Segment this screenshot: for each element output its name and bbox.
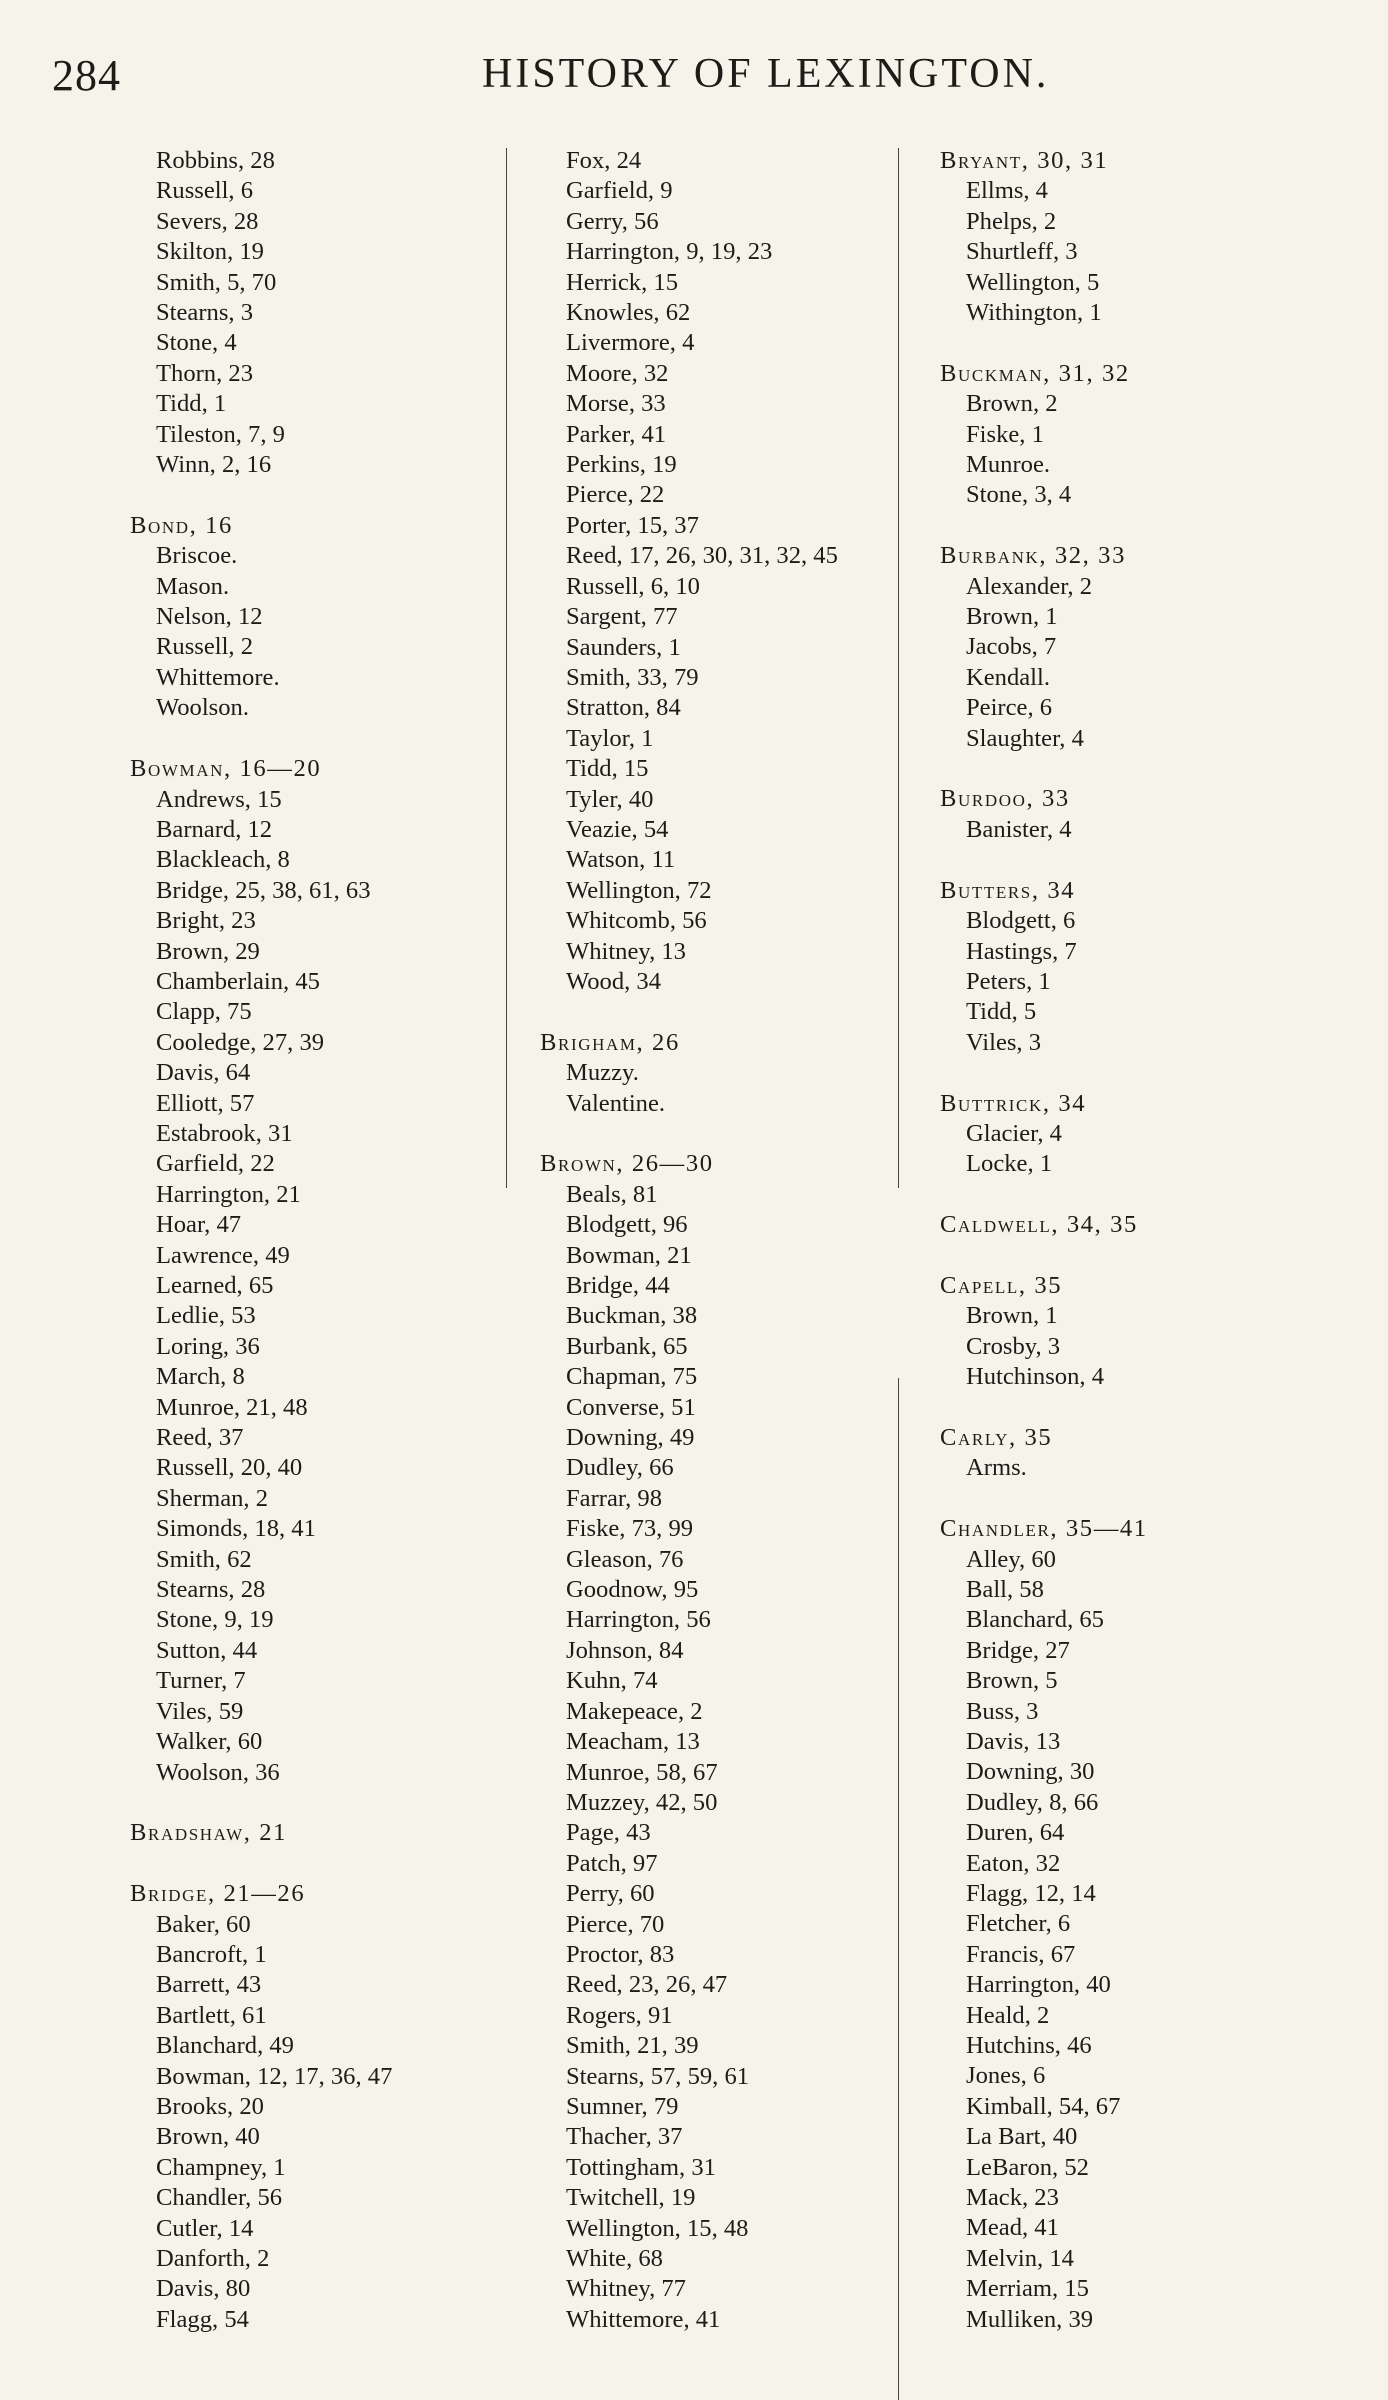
index-entry: Tyler, 40 [566,785,654,813]
index-entry: Fiske, 73, 99 [566,1515,694,1543]
index-entry: Chandler, 56 [156,2184,283,2212]
index-entry: Fox, 24 [566,147,642,174]
index-entry: Brown, 29 [156,937,260,965]
index-entry: Munroe, 58, 67 [566,1758,718,1786]
index-entry: Beals, 81 [566,1180,658,1208]
index-entry: Goodnow, 95 [566,1576,699,1604]
index-entry: Hutchins, 46 [966,2032,1092,2060]
index-group [940,1210,1300,1240]
index-entry: Twitchell, 19 [566,2184,696,2212]
index-heading: Butters, 34 [940,876,1076,904]
index-entry: Melvin, 14 [966,2244,1074,2272]
index-group [940,146,1300,328]
index-entry: Knowles, 62 [566,299,691,327]
index-entry: Wellington, 15, 48 [566,2214,749,2242]
index-entry: Stratton, 84 [566,694,681,722]
index-entry: Brown, 5 [966,1667,1058,1695]
index-group [940,1271,1300,1393]
index-entry: Duren, 64 [966,1819,1065,1847]
index-entry: Reed, 23, 26, 47 [566,1971,728,1999]
index-entry: Davis, 64 [156,1059,251,1087]
index-entry: Briscoe. [156,542,238,570]
index-entry: Sutton, 44 [156,1636,258,1664]
index-heading: Buckman, 31, 32 [940,359,1130,387]
index-entry: Ledlie, 53 [156,1302,256,1330]
index-entry: Russell, 6, 10 [566,572,700,600]
index-entry: Downing, 49 [566,1424,695,1452]
index-entry: La Bart, 40 [966,2123,1078,2151]
index-entry: Blanchard, 65 [966,1606,1104,1634]
index-entry: Reed, 37 [156,1424,244,1452]
index-entry: Munroe. [966,451,1051,479]
index-entry: Whitney, 77 [566,2275,686,2303]
index-entry: Peirce, 6 [966,694,1053,722]
index-entry: Jones, 6 [966,2062,1046,2090]
index-entry: Perkins, 19 [566,451,677,479]
index-entry: Smith, 21, 39 [566,2032,699,2060]
index-entry: Proctor, 83 [566,1940,675,1968]
index-entry: March, 8 [156,1363,245,1391]
index-entry: Porter, 15, 37 [566,511,699,539]
index-entry: Buss, 3 [966,1697,1039,1725]
index-entry: Fletcher, 6 [966,1910,1071,1938]
index-entry: Russell, 2 [156,633,254,661]
index-entry: Sargent, 77 [566,603,678,631]
index-entry: Sherman, 2 [156,1484,269,1512]
index-entry: Francis, 67 [966,1940,1076,1968]
index-entry: Veazie, 54 [566,815,669,843]
index-entry: Garfield, 22 [156,1150,275,1178]
index-entry: Phelps, 2 [966,207,1057,235]
index-group [130,754,490,1788]
index-entry: Crosby, 3 [966,1332,1061,1360]
index-entry: Johnson, 84 [566,1636,684,1664]
index-entry: Smith, 62 [156,1545,252,1573]
index-entry: Brooks, 20 [156,2092,264,2120]
index-entry: Danforth, 2 [156,2244,270,2272]
index-entry: Harrington, 9, 19, 23 [566,238,773,266]
index-entry: Russell, 6 [156,177,254,205]
index-entry: Perry, 60 [566,1880,655,1908]
index-heading: Burdoo, 33 [940,785,1070,813]
index-entry: Valentine. [566,1089,666,1117]
index-entry: Bancroft, 1 [156,1940,267,1968]
index-entry: Wellington, 5 [966,268,1100,296]
index-entry: Hastings, 7 [966,937,1077,965]
index-heading: Chandler, 35—41 [940,1515,1148,1543]
index-entry: Tidd, 15 [566,755,649,783]
index-entry: Thorn, 23 [156,359,253,387]
index-entry: Chamberlain, 45 [156,967,320,995]
index-entry: Mack, 23 [966,2184,1059,2212]
index-entry: Simonds, 18, 41 [156,1515,316,1543]
index-entry: Stone, 9, 19 [156,1606,274,1634]
index-entry: Patch, 97 [566,1849,658,1877]
index-group [130,1818,490,1848]
index-entry: Cooledge, 27, 39 [156,1028,325,1056]
index-entry: Viles, 59 [156,1697,244,1725]
index-heading: Buttrick, 34 [940,1089,1087,1117]
index-entry: Brown, 40 [156,2123,260,2151]
index-group [940,784,1300,845]
index-entry: Harrington, 21 [156,1180,301,1208]
index-entry: LeBaron, 52 [966,2153,1089,2181]
index-entry: Woolson. [156,694,249,722]
index-entry: Converse, 51 [566,1393,696,1421]
index-entry: Mulliken, 39 [966,2305,1094,2333]
index-entry: Whitcomb, 56 [566,907,707,935]
index-entry: Kuhn, 74 [566,1667,658,1695]
index-group [130,1879,490,2335]
index-entry: Brown, 2 [966,390,1058,418]
index-entry: Tidd, 1 [156,390,227,418]
index-entry: Herrick, 15 [566,268,678,296]
index-entry: Dudley, 66 [566,1454,674,1482]
page-number: 284 [52,51,121,100]
index-heading: Bridge, 21—26 [130,1880,306,1908]
index-entry: Bridge, 27 [966,1636,1070,1664]
index-entry: Gerry, 56 [566,207,659,235]
index-column-2 [540,146,900,2335]
index-entry: Hoar, 47 [156,1211,242,1239]
index-entry: Munroe, 21, 48 [156,1393,308,1421]
index-entry: Meacham, 13 [566,1728,700,1756]
index-entry: Merriam, 15 [966,2275,1089,2303]
index-entry: Alexander, 2 [966,572,1093,600]
index-entry: Flagg, 12, 14 [966,1880,1096,1908]
index-entry: Moore, 32 [566,359,669,387]
index-heading: Bowman, 16—20 [130,755,322,783]
index-entry: Banister, 4 [966,815,1072,843]
index-entry: White, 68 [566,2245,663,2272]
index-entry: Wood, 34 [566,967,662,995]
running-title: HISTORY OF LEXINGTON. [482,51,1050,97]
index-entry: Rogers, 91 [566,2001,673,2029]
index-entry: Estabrook, 31 [156,1119,293,1147]
index-group [540,1149,900,2335]
index-heading: Carly, 35 [940,1423,1053,1451]
index-entry: Harrington, 56 [566,1606,711,1634]
index-entry: Burbank, 65 [566,1332,688,1360]
index-entry: Dudley, 8, 66 [966,1788,1099,1816]
index-entry: Makepeace, 2 [566,1697,703,1725]
index-entry: Elliott, 57 [156,1089,255,1117]
index-heading: Brown, 26—30 [540,1150,714,1178]
index-entry: Bowman, 21 [566,1241,692,1269]
index-entry: Clapp, 75 [156,998,252,1026]
index-entry: Watson, 11 [566,846,676,874]
index-entry: Harrington, 40 [966,1971,1111,1999]
index-entry: Ellms, 4 [966,177,1048,205]
index-entry: Brown, 1 [966,1302,1058,1330]
index-entry: Davis, 80 [156,2275,251,2303]
index-entry: Livermore, 4 [566,329,695,357]
index-entry: Learned, 65 [156,1272,274,1299]
index-entry: Farrar, 98 [566,1484,662,1512]
index-heading: Brigham, 26 [540,1028,680,1056]
index-entry: Sumner, 79 [566,2092,679,2120]
index-entry: Loring, 36 [156,1332,260,1360]
index-entry: Kimball, 54, 67 [966,2092,1121,2120]
index-entry: Eaton, 32 [966,1849,1061,1877]
index-entry: Page, 43 [566,1819,651,1847]
index-entry: Whittemore. [156,663,280,691]
index-entry: Pierce, 22 [566,481,665,509]
index-entry: Blackleach, 8 [156,846,290,874]
index-group [130,511,490,724]
index-entry: Stone, 4 [156,329,237,357]
index-entry: Lawrence, 49 [156,1241,290,1269]
index-entry: Ball, 58 [966,1575,1044,1603]
index-entry: Andrews, 15 [156,785,282,813]
index-heading: Burbank, 32, 33 [940,542,1126,570]
index-entry: Bridge, 25, 38, 61, 63 [156,876,371,904]
index-group [940,1089,1300,1180]
index-group [540,146,900,997]
index-entry: Cutler, 14 [156,2214,254,2242]
index-entry: Locke, 1 [966,1150,1053,1178]
index-group [940,876,1300,1058]
index-entry: Glacier, 4 [966,1119,1062,1147]
index-entry: Kendall. [966,663,1051,691]
index-entry: Baker, 60 [156,1910,251,1938]
index-entry: Barnard, 12 [156,815,273,843]
index-entry: Champney, 1 [156,2153,286,2181]
index-entry: Jacobs, 7 [966,633,1057,661]
index-entry: Heald, 2 [966,2001,1050,2029]
index-entry: Gleason, 76 [566,1545,684,1573]
page-header [52,44,1282,114]
index-entry: Wellington, 72 [566,876,712,904]
index-entry: Morse, 33 [566,390,666,418]
index-entry: Chapman, 75 [566,1363,698,1391]
index-entry: Blodgett, 96 [566,1211,688,1239]
index-entry: Taylor, 1 [566,724,654,752]
index-entry: Garfield, 9 [566,177,673,205]
index-group [940,1514,1300,2335]
index-entry: Bridge, 44 [566,1272,670,1299]
index-entry: Davis, 13 [966,1727,1061,1755]
index-entry: Mead, 41 [966,2214,1059,2242]
index-entry: Brown, 1 [966,603,1058,631]
index-entry: Barrett, 43 [156,1971,262,1999]
index-entry: Tidd, 5 [966,998,1037,1026]
index-entry: Thacher, 37 [566,2123,683,2151]
index-entry: Walker, 60 [156,1728,263,1756]
index-entry: Bowman, 12, 17, 36, 47 [156,2062,393,2090]
index-heading: Caldwell, 34, 35 [940,1211,1138,1239]
index-entry: Mason. [156,572,230,600]
index-heading: Capell, 35 [940,1271,1063,1299]
index-entry: Hutchinson, 4 [966,1363,1104,1391]
index-group [940,359,1300,511]
index-entry: Downing, 30 [966,1758,1095,1786]
index-entry: Bright, 23 [156,907,256,935]
index-heading: Bradshaw, 21 [130,1819,288,1847]
index-entry: Alley, 60 [966,1545,1056,1573]
column-divider [506,148,507,1188]
index-entry: Pierce, 70 [566,1910,665,1938]
index-entry: Stearns, 28 [156,1576,266,1604]
index-entry: Woolson, 36 [156,1758,280,1786]
index-entry: Skilton, 19 [156,238,264,266]
index-heading: Bryant, 30, 31 [940,147,1109,174]
index-entry: Blanchard, 49 [156,2032,294,2060]
index-entry: Slaughter, 4 [966,724,1084,752]
index-entry: Tottingham, 31 [566,2153,716,2181]
index-group [130,146,490,480]
index-entry: Smith, 5, 70 [156,268,277,296]
index-entry: Flagg, 54 [156,2305,249,2333]
index-entry: Buckman, 38 [566,1302,698,1330]
index-entry: Muzzey, 42, 50 [566,1788,718,1816]
index-group [540,1028,900,1119]
index-column-1 [130,146,490,2335]
index-entry: Tileston, 7, 9 [156,420,285,448]
index-entry: Blodgett, 6 [966,907,1076,935]
index-entry: Arms. [966,1454,1027,1482]
index-entry: Stone, 3, 4 [966,481,1072,509]
index-entry: Shurtleff, 3 [966,238,1078,266]
index-entry: Whitney, 13 [566,937,686,965]
index-entry: Reed, 17, 26, 30, 31, 32, 45 [566,542,838,570]
index-entry: Robbins, 28 [156,147,275,174]
index-entry: Peters, 1 [966,967,1051,995]
index-entry: Viles, 3 [966,1028,1042,1056]
index-entry: Russell, 20, 40 [156,1454,303,1482]
index-entry: Bartlett, 61 [156,2001,267,2029]
index-entry: Parker, 41 [566,420,667,448]
index-entry: Stearns, 3 [156,299,253,327]
index-entry: Fiske, 1 [966,420,1044,448]
index-entry: Nelson, 12 [156,603,263,631]
index-entry: Stearns, 57, 59, 61 [566,2062,750,2090]
index-entry: Winn, 2, 16 [156,451,272,479]
index-entry: Smith, 33, 79 [566,663,699,691]
index-entry: Saunders, 1 [566,633,681,661]
index-entry: Whittemore, 41 [566,2305,721,2333]
index-group [940,1423,1300,1484]
index-column-3 [940,146,1300,2335]
index-entry: Turner, 7 [156,1667,246,1695]
index-entry: Muzzy. [566,1059,639,1087]
index-heading: Bond, 16 [130,511,233,539]
index-entry: Severs, 28 [156,207,259,235]
index-group [940,541,1300,754]
index-entry: Withington, 1 [966,299,1102,327]
